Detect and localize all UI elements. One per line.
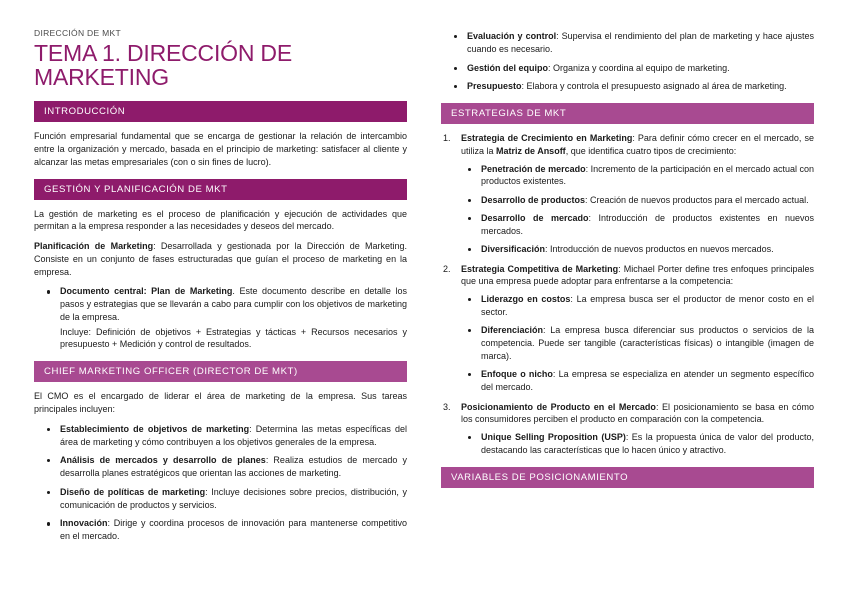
- bullet-text-evaluacion-control: : Supervisa el rendimiento del plan de marketing y hace ajustes cuando es necesario.: [467, 31, 814, 54]
- text-planificacion: : Desarrollada y gestionada por la Dirección de Marketing. Consiste en un conjunto de fases estructuradas que guían el proceso de marketing en la empresa.: [34, 241, 408, 277]
- bullet-text-objetivos: : Determina las metas específicas del área de marketing y cómo contribuyen a los objetivos generales de la empresa.: [60, 423, 407, 447]
- bullet-text-innovacion: : Dirige y coordina procesos de innovación para mantenerse competitivo en el mercado.: [60, 518, 407, 542]
- list-item: [461, 368, 814, 394]
- paragraph-introduccion: Función empresarial fundamental que se encarga de gestionar la relación de intercambio entre la organización y mercado, basada en el principio de marketing: satisfacer al cliente y alcanzar las metas empresariales (con o sin fines de lucro).: [34, 131, 407, 167]
- bullet-lead-desarrollo-mercado: Desarrollo de mercado: [481, 212, 589, 223]
- bullet-extra-documento-central: Incluye: Definición de objetivos + Estrategias y tácticas + Recursos necesarios y presupuesto + Medición y control de resultados.: [60, 326, 407, 350]
- bullet-text-desarrollo-productos: : Creación de nuevos productos para el mercado actual.: [585, 194, 809, 205]
- bullet-text-presupuesto: : Elabora y controla el presupuesto asignado al área de marketing.: [521, 81, 787, 92]
- two-column-layout: [34, 28, 814, 549]
- bullet-list-cmo-continued: [441, 30, 814, 93]
- bullet-lead-gestion-equipo: Gestión del equipo: [467, 62, 549, 73]
- bullet-text-politicas: : Incluye decisiones sobre precios, distribución, y comunicación de productos y servicios.: [60, 486, 407, 510]
- list-item: [34, 423, 407, 449]
- bullet-lead-enfoque-nicho: Enfoque o nicho: [481, 369, 553, 380]
- bullet-text-gestion-equipo: : Organiza y coordina al equipo de marketing.: [548, 62, 730, 73]
- list-item: [34, 285, 407, 351]
- bullet-lead-politicas: Diseño de políticas de marketing: [60, 486, 206, 497]
- bullet-list-ansoff: [461, 163, 814, 256]
- item-lead-competitiva: Estrategia Competitiva de Marketing: [461, 263, 619, 274]
- bullet-lead-presupuesto: Presupuesto: [467, 81, 522, 92]
- list-item: [461, 194, 814, 207]
- item-lead-posicionamiento: Posicionamiento de Producto en el Mercado: [461, 401, 656, 412]
- bullet-lead-evaluacion-control: Evaluación y control: [467, 31, 557, 41]
- list-item: [441, 62, 814, 75]
- bullet-text-desarrollo-mercado: : Introducción de productos existentes en nuevos mercados.: [481, 212, 814, 236]
- bullet-text-diferenciacion: : La empresa busca diferenciar sus productos o servicios de la competencia. Puede ser tangible (características físicas) o intangible (imagen de marca).: [481, 325, 814, 361]
- list-item: [441, 30, 814, 56]
- list-item: [441, 263, 814, 394]
- list-item: [461, 243, 814, 256]
- list-item: [461, 431, 814, 457]
- right-column: [441, 28, 814, 496]
- numbered-list-estrategias: [441, 132, 814, 457]
- item-text-crecimiento-after: , que identifica cuatro tipos de crecimiento:: [565, 145, 737, 156]
- bullet-text-liderazgo-costos: : La empresa busca ser el productor de menor costo en el sector.: [481, 294, 814, 317]
- item-text-competitiva: : Michael Porter define tres enfoques principales que una empresa puede adoptar para enfrentarse a la competencia:: [461, 263, 814, 287]
- item-lead-crecimiento: Estrategia de Crecimiento en Marketing: [461, 133, 633, 144]
- bullet-lead-innovacion: Innovación: [60, 518, 108, 529]
- list-item: [461, 163, 814, 189]
- bullet-lead-objetivos: Establecimiento de objetivos de marketing: [60, 423, 250, 434]
- list-item: [461, 324, 814, 362]
- list-item: [441, 80, 814, 93]
- section-heading-variables-posicionamiento: VARIABLES DE POSICIONAMIENTO: [441, 467, 814, 488]
- bullet-list-gestion: [34, 285, 407, 351]
- bullet-lead-analisis: Análisis de mercados y desarrollo de planes: [60, 455, 266, 466]
- section-heading-introduccion: INTRODUCCIÓN: [34, 101, 407, 122]
- bullet-lead-penetracion: Penetración de mercado: [481, 163, 586, 174]
- item-text-posicionamiento: : El posicionamiento se basa en cómo los consumidores perciben el producto en comparación con la competencia.: [461, 401, 814, 425]
- paragraph-cmo: El CMO es el encargado de liderar el área de marketing de la empresa. Sus tareas principales incluyen:: [34, 391, 407, 414]
- bullet-list-usp: [461, 431, 814, 457]
- bullet-text-analisis: : Realiza estudios de mercado y desarrolla planes estratégicos que orientan las acciones de marketing.: [60, 455, 407, 479]
- paragraph-gestion: La gestión de marketing es el proceso de planificación y ejecución de actividades que permitan a la empresa responder a las necesidades y deseos del mercado.: [34, 208, 407, 232]
- item-bold-matriz-ansoff: Matriz de Ansoff: [496, 145, 566, 156]
- bullet-text-documento-central: . Este documento describe en detalle los pasos y estrategias que se llevarán a cabo para cumplir con los objetivos de marketing de la empresa.: [60, 286, 407, 322]
- paragraph-planificacion: [34, 240, 407, 278]
- section-heading-cmo: CHIEF MARKETING OFFICER (DIRECTOR DE MKT): [34, 361, 407, 382]
- bullet-lead-usp: Unique Selling Proposition (USP): [481, 432, 626, 443]
- bullet-list-porter: [461, 293, 814, 393]
- bullet-lead-liderazgo-costos: Liderazgo en costos: [481, 294, 571, 305]
- lead-planificacion: Planificación de Marketing: [34, 241, 154, 252]
- list-item: [34, 486, 407, 512]
- page-title: TEMA 1. DIRECCIÓN DE MARKETING: [34, 40, 292, 91]
- list-item: [461, 212, 814, 238]
- list-item: [441, 401, 814, 457]
- list-item: [34, 517, 407, 543]
- bullet-lead-diversificacion: Diversificación: [481, 243, 546, 254]
- list-item: [461, 293, 814, 319]
- section-heading-estrategias: ESTRATEGIAS DE MKT: [441, 103, 814, 124]
- bullet-lead-diferenciacion: Diferenciación: [481, 325, 544, 336]
- bullet-list-cmo: [34, 423, 407, 543]
- bullet-lead-desarrollo-productos: Desarrollo de productos: [481, 194, 586, 205]
- section-heading-gestion-planificacion: GESTIÓN Y PLANIFICACIÓN DE MKT: [34, 179, 407, 200]
- bullet-text-penetracion: : Incremento de la participación en el mercado actual con productos existentes.: [481, 163, 814, 187]
- item-text-crecimiento: : Para definir cómo crecer en el mercado, se utiliza la: [461, 133, 814, 156]
- bullet-text-usp: : Es la propuesta única de valor del producto, destacando las características que lo hacen único y atractivo.: [481, 432, 814, 455]
- list-item: [441, 132, 814, 256]
- bullet-text-diversificacion: : Introducción de nuevos productos en nuevos mercados.: [545, 243, 774, 254]
- bullet-lead-documento-central: Documento central: Plan de Marketing: [60, 286, 233, 297]
- bullet-text-enfoque-nicho: : La empresa se especializa en atender un segmento específico del mercado.: [481, 369, 814, 392]
- document-kicker: DIRECCIÓN DE MKT: [34, 28, 121, 38]
- left-column: [34, 28, 407, 549]
- list-item: [34, 454, 407, 480]
